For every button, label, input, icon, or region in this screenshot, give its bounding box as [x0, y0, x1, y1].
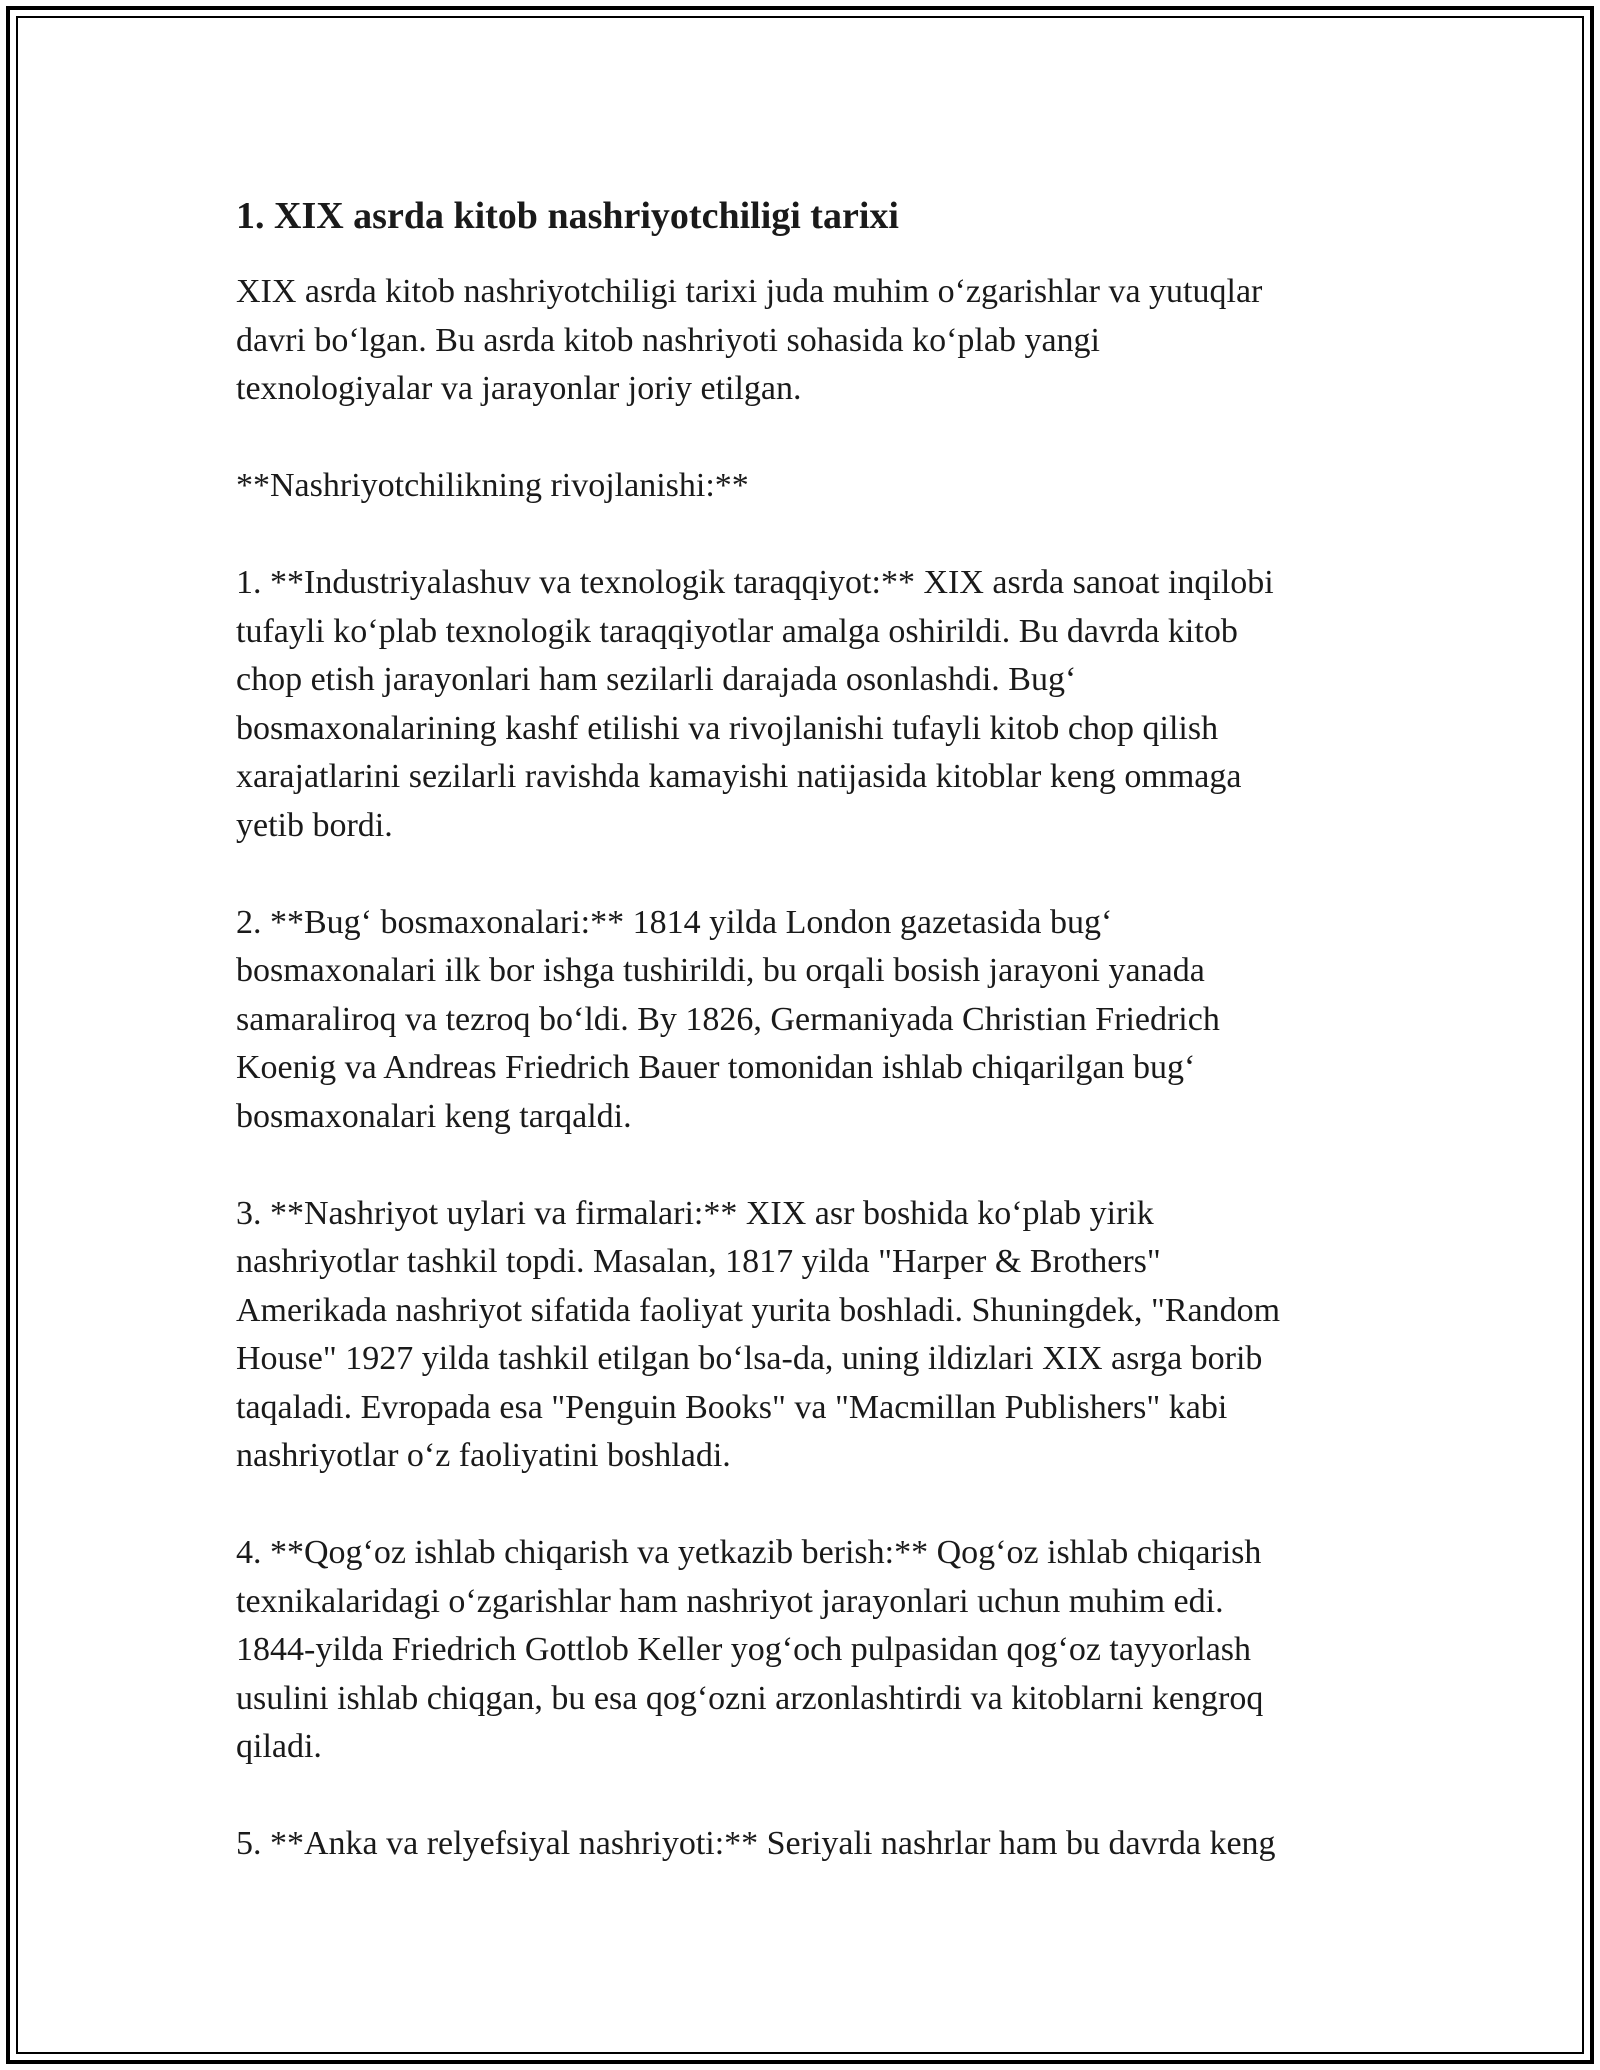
paragraph: [236, 899, 1366, 1142]
document-body: [236, 192, 1366, 1917]
text-line: taqaladi. Evropada esa "Penguin Books" va "Macmillan Publishers" kabi: [236, 1388, 1228, 1426]
text-line: 1844-yilda Friedrich Gottlob Keller yog‘och pulpasidan qog‘oz tayyorlash: [236, 1631, 1252, 1668]
text-line: tufayli ko‘plab texnologik taraqqiyotlar amalga oshirildi. Bu davrda kitob: [236, 612, 1238, 650]
text-line: Amerikada nashriyot sifatida faoliyat yurita boshladi. Shuningdek, "Random: [236, 1291, 1281, 1329]
paragraph: [236, 462, 1366, 511]
text-line: qiladi.: [236, 1728, 322, 1765]
text-line: chop etish jarayonlari ham sezilarli darajada osonlashdi. Bug‘: [236, 661, 1077, 698]
paragraph: [236, 1190, 1366, 1481]
paragraph: [236, 1529, 1366, 1772]
text-line: bosmaxonalari ilk bor ishga tushirildi, bu orqali bosish jarayoni yanada: [236, 952, 1205, 989]
text-line: **Nashriyotchilikning rivojlanishi:**: [236, 467, 749, 504]
text-line: 5. **Anka va relyefsiyal nashriyoti:** Seriyali nashrlar ham bu davrda keng: [236, 1825, 1276, 1862]
text-line: House" 1927 yilda tashkil etilgan bo‘lsa-da, uning ildizlari XIX asrga borib: [236, 1340, 1263, 1377]
text-line: texnikalaridagi o‘zgarishlar ham nashriyot jarayonlari uchun muhim edi.: [236, 1582, 1224, 1620]
text-line: texnologiyalar va jarayonlar joriy etilgan.: [236, 370, 802, 407]
text-line: 3. **Nashriyot uylari va firmalari:** XIX asr boshida ko‘plab yirik: [236, 1194, 1154, 1232]
text-line: bosmaxonalari keng tarqaldi.: [236, 1097, 632, 1135]
text-line: bosmaxonalarining kashf etilishi va rivojlanishi tufayli kitob chop qilish: [236, 709, 1219, 747]
document-title: 1. XIX asrda kitob nashriyotchiligi tarixi: [236, 195, 899, 237]
text-line: nashriyotlar tashkil topdi. Masalan, 1817 yilda "Harper & Brothers": [236, 1243, 1161, 1280]
text-line: XIX asrda kitob nashriyotchiligi tarixi juda muhim o‘zgarishlar va yutuqlar: [236, 273, 1263, 310]
text-line: nashriyotlar o‘z faoliyatini boshladi.: [236, 1437, 731, 1474]
text-line: 1. **Industriyalashuv va texnologik taraqqiyot:** XIX asrda sanoat inqilobi: [236, 564, 1274, 601]
text-line: samaraliroq va tezroq bo‘ldi. By 1826, Germaniyada Christian Friedrich: [236, 1000, 1220, 1038]
text-line: davri bo‘lgan. Bu asrda kitob nashriyoti sohasida ko‘plab yangi: [236, 321, 1100, 359]
text-line: usulini ishlab chiqgan, bu esa qog‘ozni arzonlashtirdi va kitoblarni kengroq: [236, 1679, 1264, 1717]
paragraph: [236, 1820, 1366, 1869]
text-line: xarajatlarini sezilarli ravishda kamayishi natijasida kitoblar keng ommaga: [236, 758, 1242, 795]
paragraph: [236, 559, 1366, 850]
text-line: 4. **Qog‘oz ishlab chiqarish va yetkazib berish:** Qog‘oz ishlab chiqarish: [236, 1534, 1262, 1571]
text-line: Koenig va Andreas Friedrich Bauer tomonidan ishlab chiqarilgan bug‘: [236, 1049, 1196, 1086]
paragraph: [236, 268, 1366, 414]
text-line: yetib bordi.: [236, 806, 393, 844]
text-line: 2. **Bug‘ bosmaxonalari:** 1814 yilda London gazetasida bug‘: [236, 903, 1113, 941]
paragraph-list: [236, 268, 1366, 1869]
